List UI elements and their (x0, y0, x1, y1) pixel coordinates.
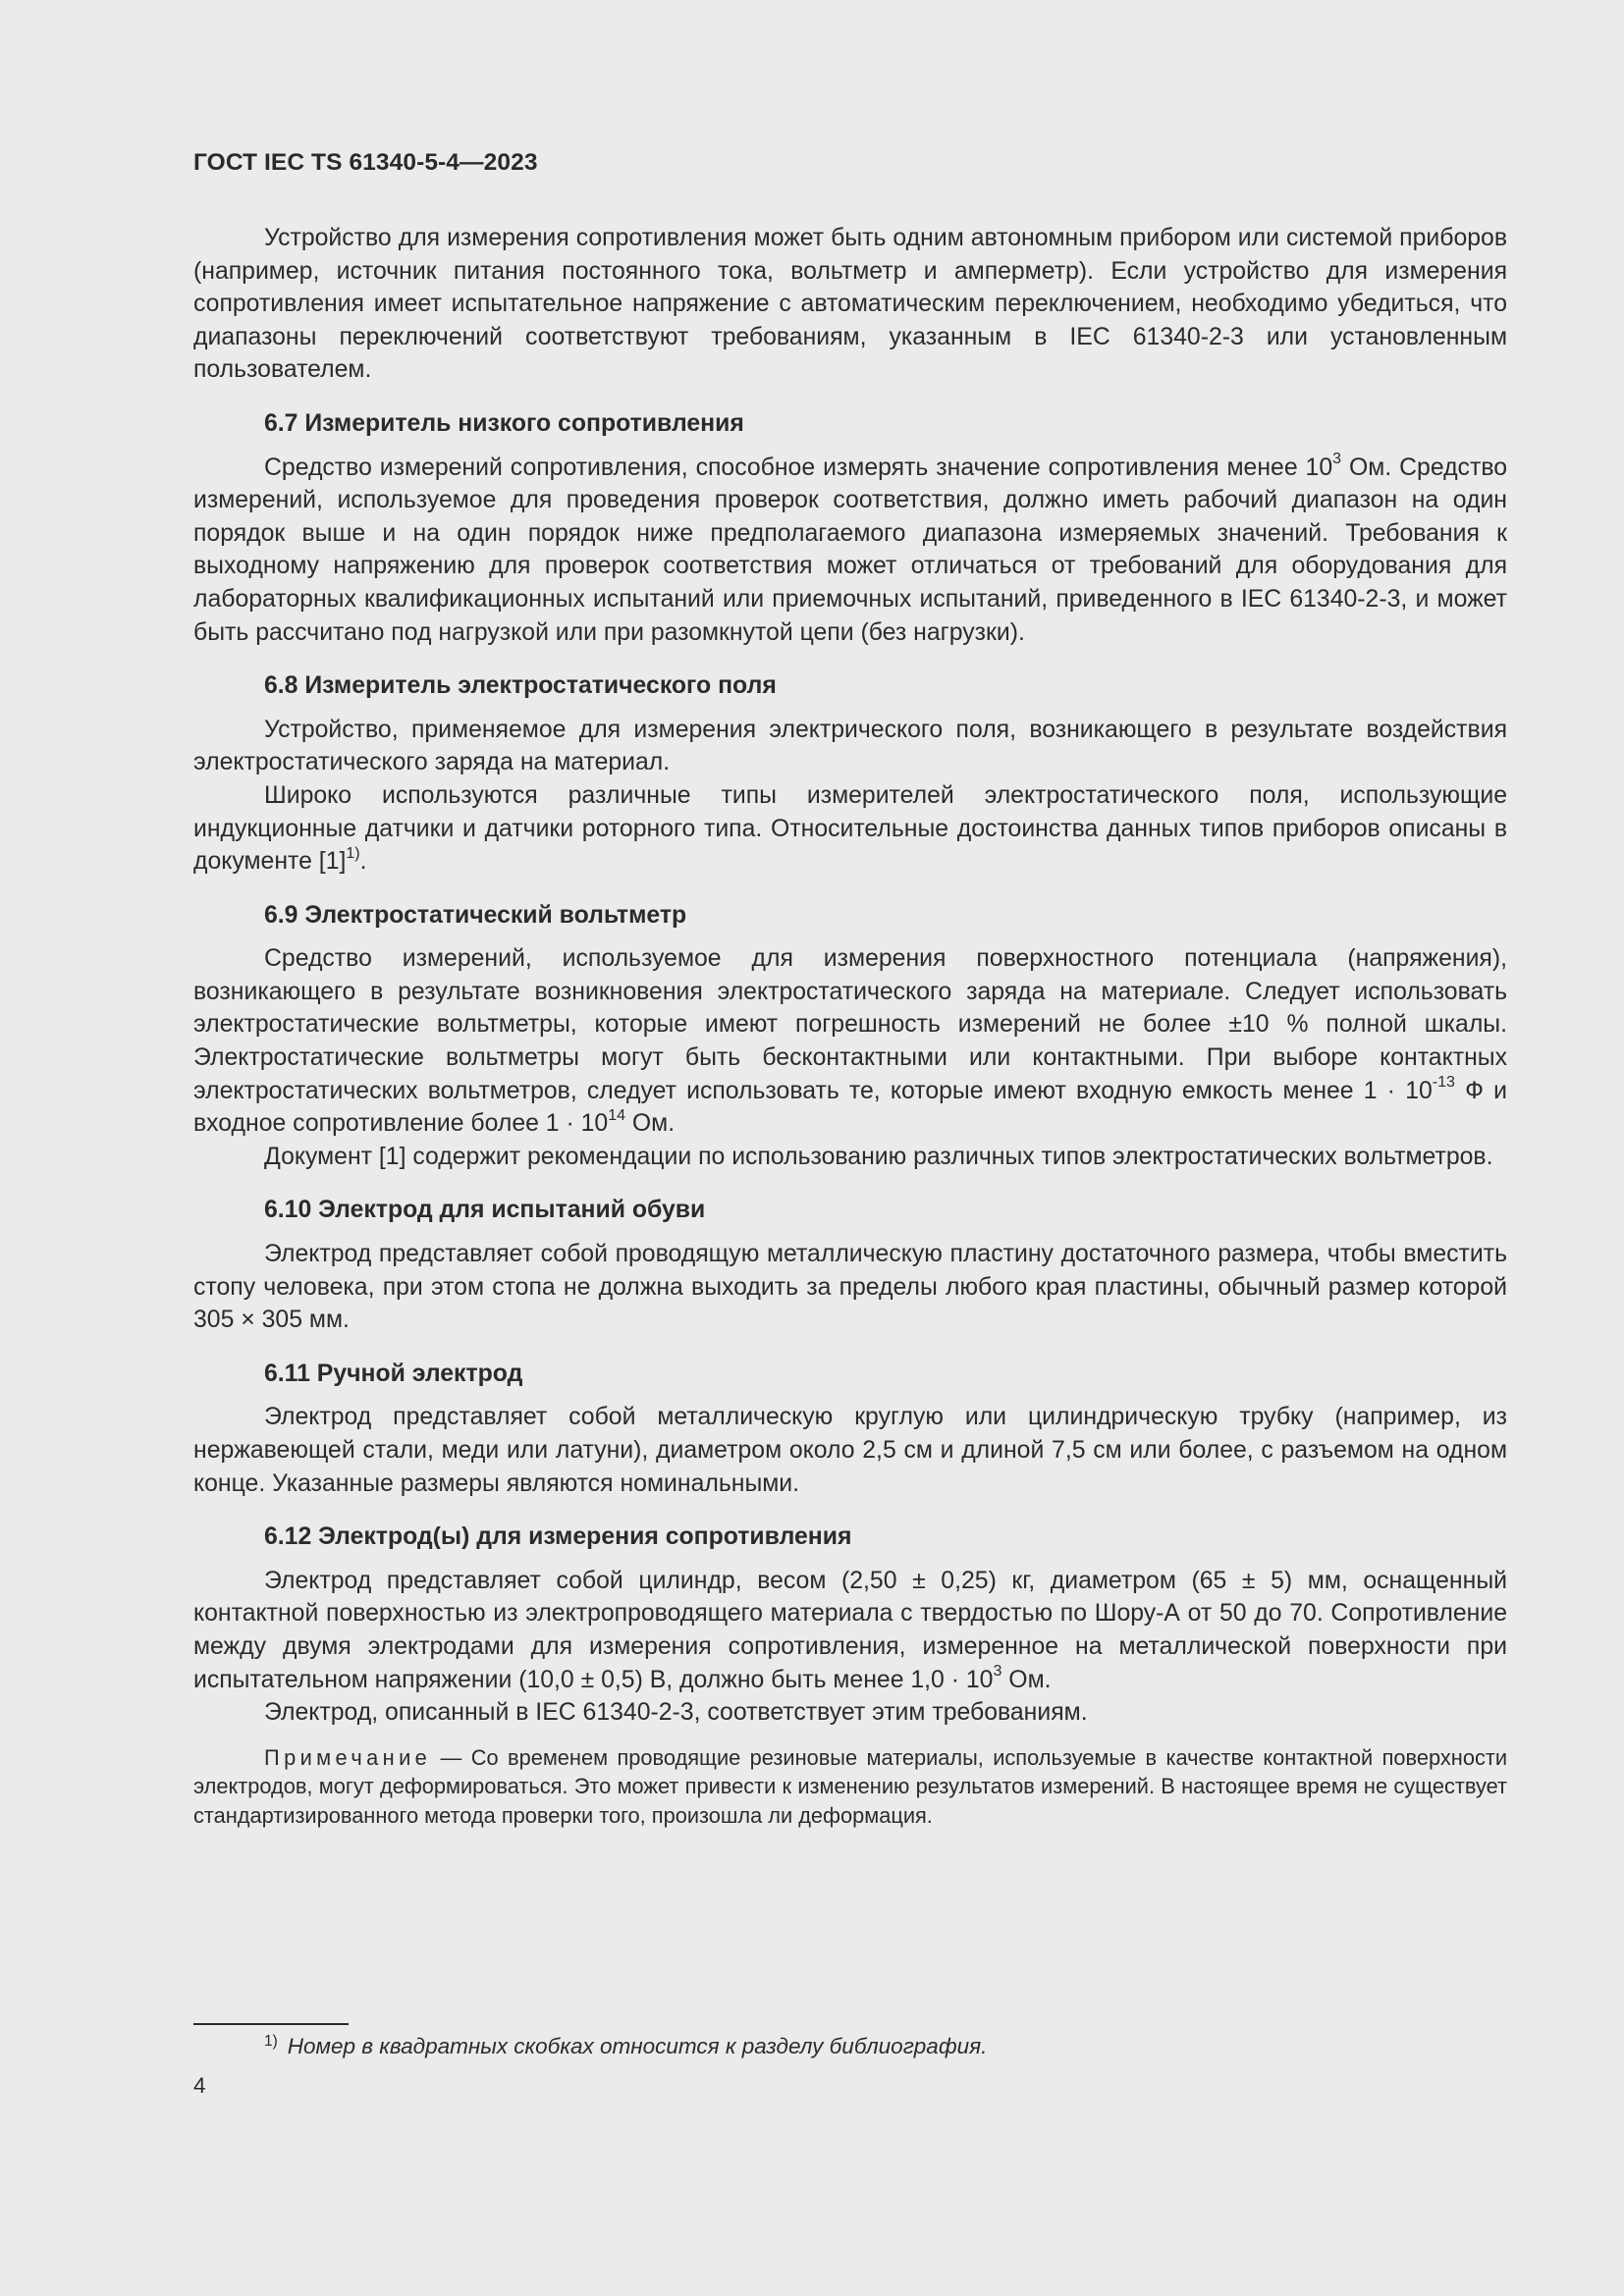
section-6-10-title: 6.10 Электрод для испытаний обуви (264, 1197, 706, 1224)
superscript: 3 (993, 1663, 1002, 1681)
section-6-10-paragraph: Электрод представляет собой проводящую металлическую пластину достаточного размера, чтобы вместить стопу человека, при этом стопа не должна выходить за пределы любого края пластины, обычный размер которой 305 × 305 мм. (193, 1241, 1507, 1334)
footnote-reference[interactable]: 1) (346, 844, 360, 862)
section-6-7-title: 6.7 Измеритель низкого сопротивления (264, 409, 744, 437)
section-6-9-paragraph-2: Документ [1] содержит рекомендации по использованию различных типов электростатических вольтметров. (264, 1143, 1493, 1170)
document-header: ГОСТ IEC TS 61340-5-4—2023 (193, 149, 538, 176)
section-6-8-title: 6.8 Измеритель электростатического поля (264, 672, 777, 700)
page-number: 4 (193, 2073, 206, 2098)
note-label: Примечание (264, 1744, 432, 1770)
section-6-11-title: 6.11 Ручной электрод (264, 1360, 523, 1387)
note-text: — Со временем проводящие резиновые материалы, используемые в качестве контактной поверхности электродов, могут деформироваться. Это может привести к изменению результатов измерений. В настоящее время не существует стандартизированного метода проверки того, произошла ли деформация. (193, 1744, 1507, 1828)
footnote (264, 2032, 987, 2061)
section-6-8-paragraph-2: Широко используются различные типы измерителей электростатического поля, использующие индукционные датчики и датчики роторного типа. Относительные достоинства данных типов приборов описаны в документе $[1]^{1)}$. (193, 781, 1507, 876)
footnote-mark: 1) (264, 2032, 278, 2050)
footnote-text: Номер в квадратных скобках относится к разделу библиография. (287, 2034, 988, 2058)
section-6-9-title: 6.9 Электростатический вольтметр (264, 901, 687, 929)
section-6-12-note (193, 1743, 1507, 1831)
section-6-8-paragraph-1: Устройство, применяемое для измерения электрического поля, возникающего в результате воздействия электростатического заряда на материал. (193, 716, 1507, 776)
section-6-11-paragraph: Электрод представляет собой металлическую круглую или цилиндрическую трубку (например, из нержавеющей стали, меди или латуни), диаметром около 2,5 см и длиной 7,5 см или более, с разъемом на одном конце. Указанные размеры являются номинальными. (193, 1404, 1507, 1497)
superscript: 3 (1332, 451, 1342, 468)
document-body (193, 222, 1507, 1830)
section-6-7-paragraph: Средство измерений сопротивления, способное измерять значение сопротивления менее $10^3$ Ом. Средство измерений, используемое для проведения проверок соответствия, должно иметь рабочий диапазон на один порядок выше и на один порядок ниже предполагаемого диапазона измеряемых значений. Требования к выходному напряжению для проверок соответствия может отличаться от требований для оборудования для лабораторных квалификационных испытаний или приемочных испытаний, приведенного в IEC 61340-2-3, и может быть рассчитано под нагрузкой или при разомкнутой цепи (без нагрузки). (193, 451, 1508, 646)
section-6-12-title: 6.12 Электрод(ы) для измерения сопротивления (264, 1523, 852, 1551)
intro-paragraph: Устройство для измерения сопротивления может быть одним автономным прибором или системой приборов (например, источник питания постоянного тока, вольтметр и амперметр). Если устройство для измерения сопротивления имеет испытательное напряжение с автоматическим переключением, необходимо убедиться, что диапазоны переключений соответствуют требованиям, указанным в IEC 61340-2-3 или установленным пользователем. (193, 225, 1507, 384)
footnote-separator (193, 2023, 349, 2025)
superscript: -13 (1432, 1074, 1455, 1092)
superscript: 14 (608, 1106, 625, 1124)
section-6-12-paragraph-2: Электрод, описанный в IEC 61340-2-3, соответствует этим требованиям. (264, 1699, 1088, 1727)
section-6-12-paragraph-1: Электрод представляет собой цилиндр, весом (2,50 ± 0,25) кг, диаметром (65 ± 5) мм, оснащенный контактной поверхностью из электропроводящего материала с твердостью по Шору-А от 50 до 70. Сопротивление между двумя электродами для измерения сопротивления, измеренное на металлической поверхности при испытательном напряжении (10,0 ± 0,5) В, должно быть менее $1,0 \cdot 10^3$ Ом. (193, 1567, 1507, 1693)
section-6-9-paragraph-1: Средство измерений, используемое для измерения поверхностного потенциала (напряжения), возникающего в результате возникновения электростатического заряда на материале. Следует использовать электростатические вольтметры, которые имеют погрешность измерений не более ±10 % полной шкалы. Электростатические вольтметры могут быть бесконтактными или контактными. При выборе контактных электростатических вольтметров, следует использовать те, которые имеют входную емкость менее $1 \cdot 10^{-13}$ Ф и входное сопротивление более $1 \cdot 10^{14}$ Ом. (193, 945, 1507, 1138)
